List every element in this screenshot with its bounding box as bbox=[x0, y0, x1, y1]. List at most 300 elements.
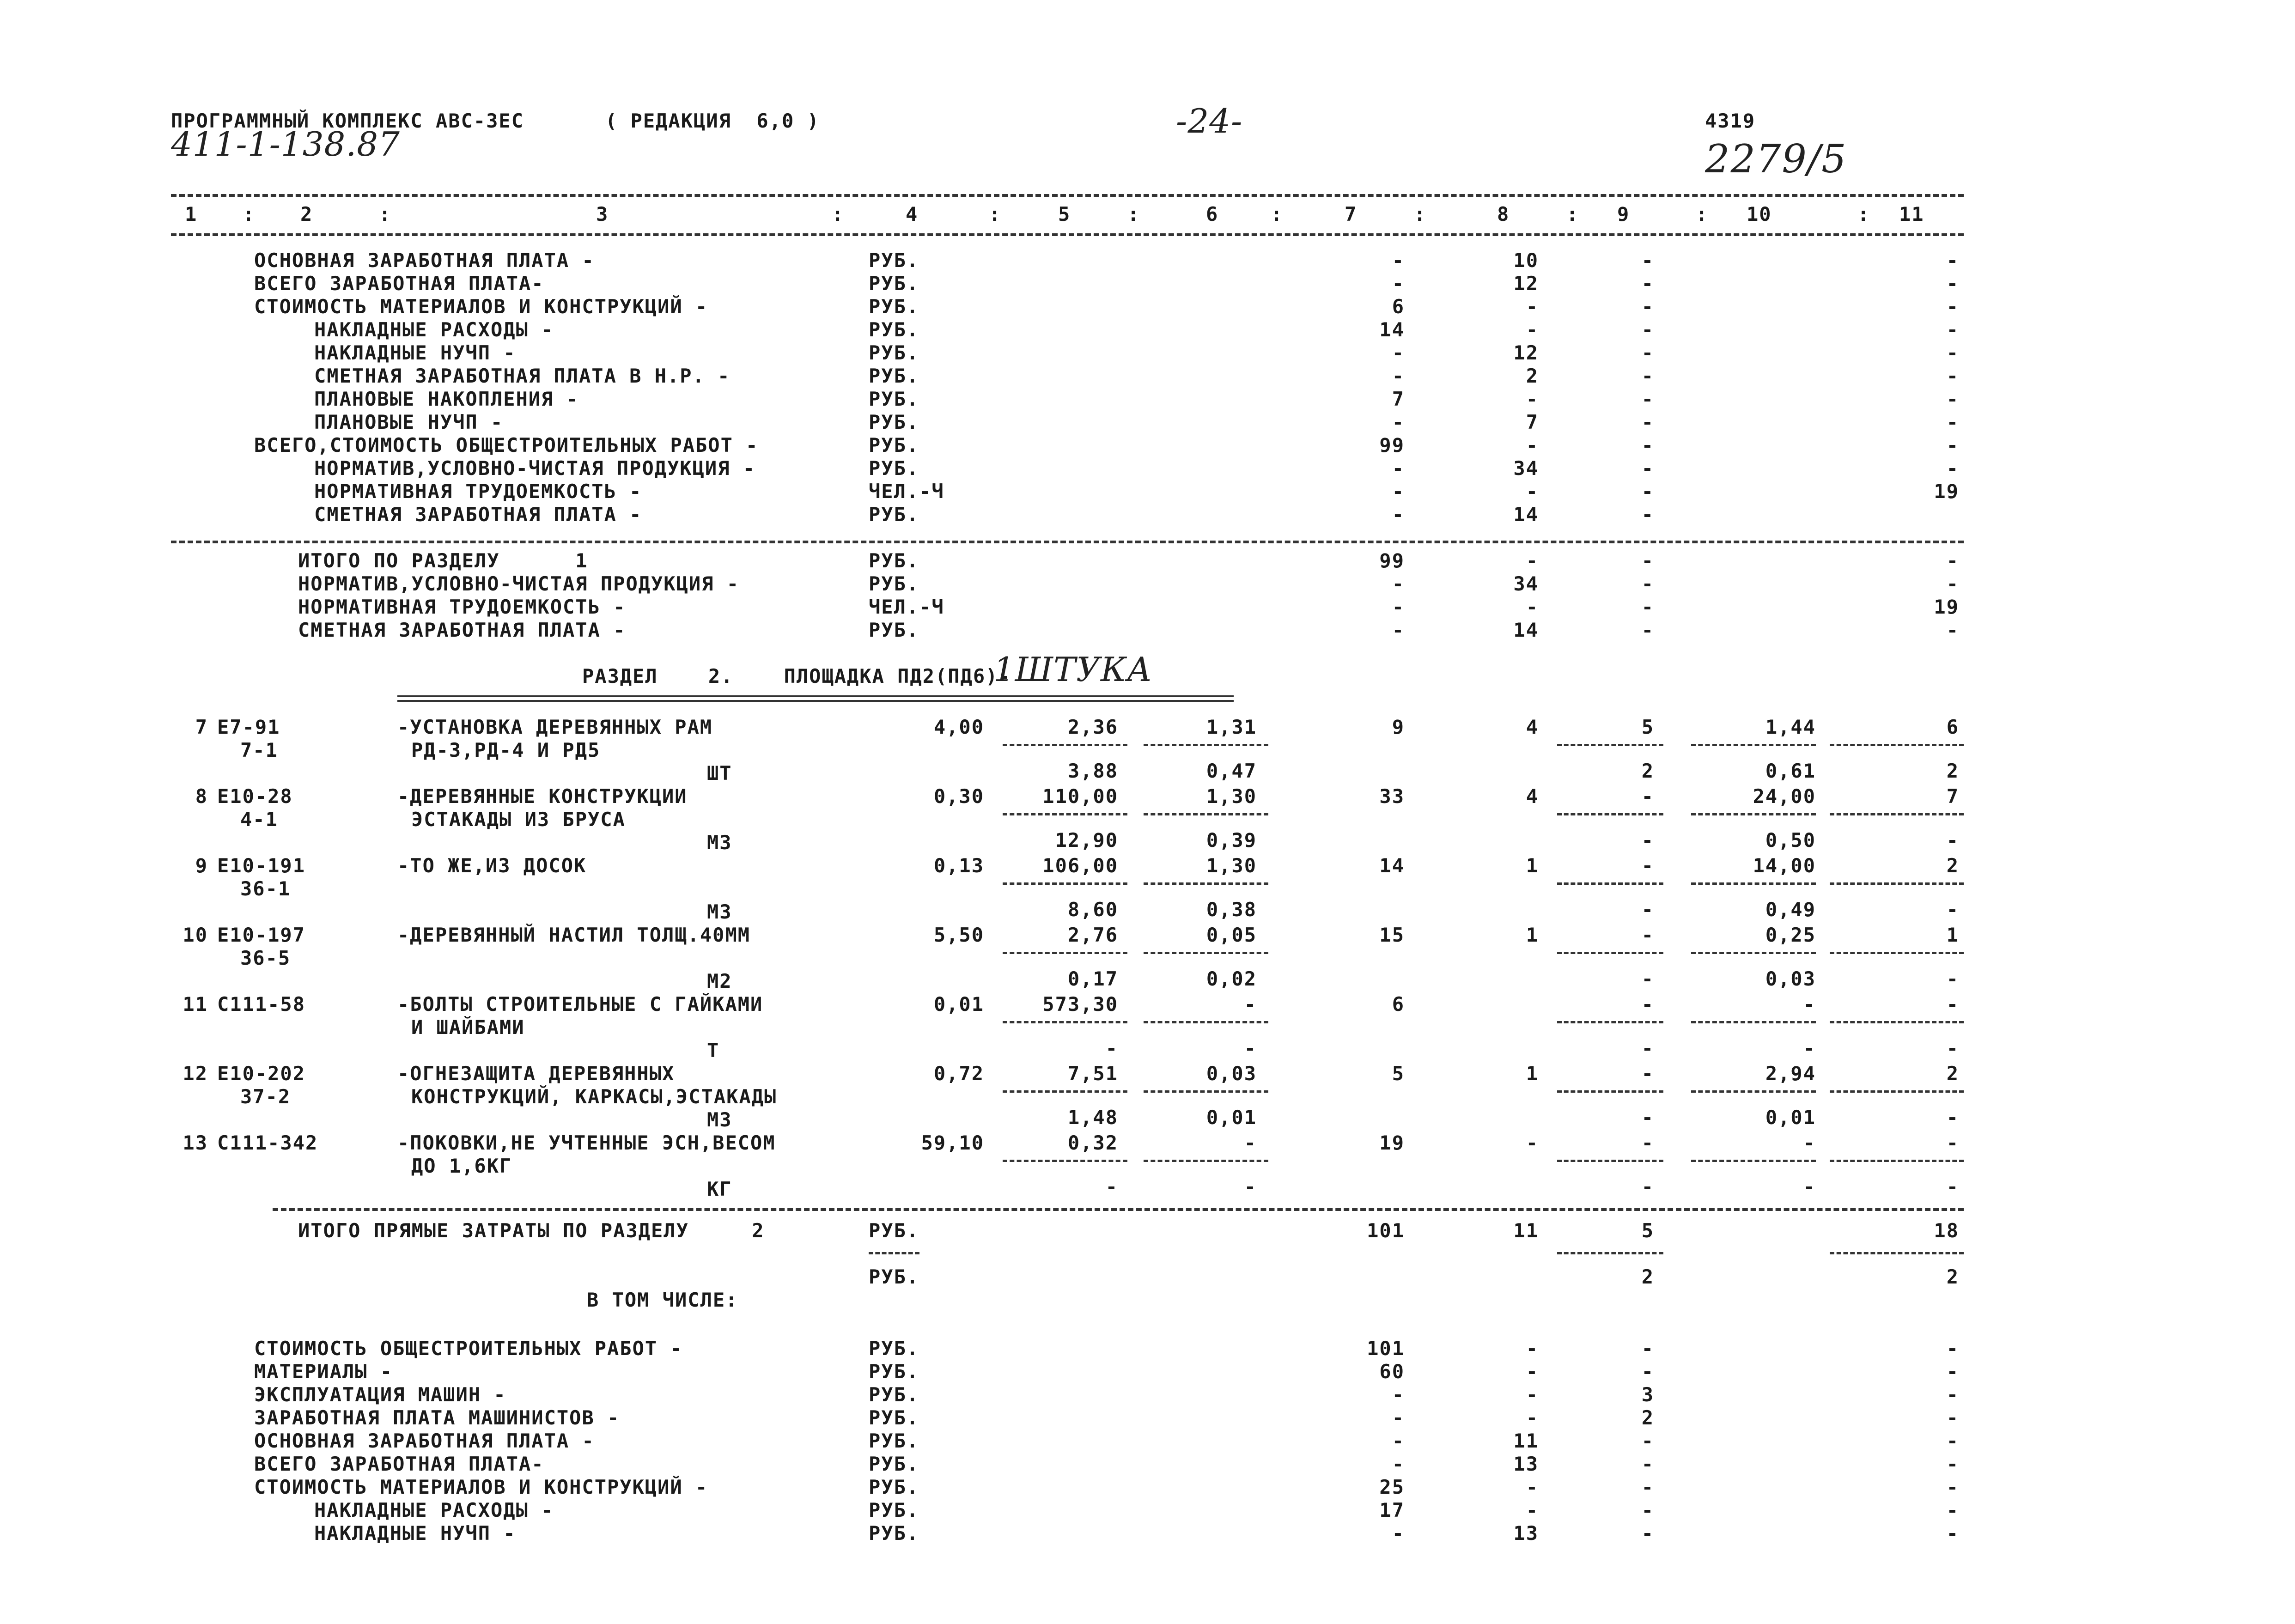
item-col8: 1 bbox=[1526, 924, 1539, 946]
item-col11: 2 bbox=[1946, 854, 1959, 877]
column-header-4: 4 bbox=[906, 203, 919, 225]
summary-label: МАТЕРИАЛЫ - bbox=[254, 1360, 393, 1383]
item-mach-price: 1,30 bbox=[1206, 785, 1257, 808]
item-quantity: 0,30 bbox=[933, 785, 984, 808]
item-unit-price: 573,30 bbox=[1042, 993, 1118, 1016]
summary-col8: - bbox=[1526, 1476, 1539, 1498]
total2-col8: 11 bbox=[1513, 1219, 1539, 1242]
summary-col11: - bbox=[1946, 388, 1959, 410]
summary-label: ВСЕГО ЗАРАБОТНАЯ ПЛАТА- bbox=[254, 272, 544, 295]
item-code: С111-58 bbox=[217, 993, 306, 1016]
summary-col7: 25 bbox=[1379, 1476, 1405, 1498]
summary-col7: - bbox=[1392, 503, 1405, 526]
total2-subrule bbox=[1830, 1252, 1964, 1254]
summary-col9: - bbox=[1641, 1499, 1654, 1521]
item-code: Е7-91 bbox=[217, 716, 280, 738]
summary-col11: - bbox=[1946, 249, 1959, 272]
summary-unit: РУБ. bbox=[869, 1406, 919, 1429]
total2-unit: РУБ. bbox=[869, 1219, 919, 1242]
summary-col7: - bbox=[1392, 1406, 1405, 1429]
column-separator: : bbox=[1566, 203, 1579, 225]
summary-col8: 14 bbox=[1513, 619, 1539, 641]
summary-col7: 101 bbox=[1367, 1337, 1405, 1360]
summary-col11: - bbox=[1946, 1360, 1959, 1383]
summary-col8: - bbox=[1526, 480, 1539, 503]
summary-col9: 3 bbox=[1641, 1383, 1654, 1406]
summary-col9: - bbox=[1641, 1429, 1654, 1452]
item-subrule bbox=[1144, 1021, 1268, 1023]
item-wage-col10: - bbox=[1803, 1175, 1816, 1198]
item-unit: Т bbox=[707, 1039, 720, 1062]
column-header-6: 6 bbox=[1206, 203, 1219, 225]
summary-unit: РУБ. bbox=[869, 457, 919, 480]
summary-col7: - bbox=[1392, 572, 1405, 595]
summary-col7: - bbox=[1392, 1383, 1405, 1406]
item-col9: - bbox=[1641, 1062, 1654, 1085]
item-col10: - bbox=[1803, 993, 1816, 1016]
item-unit-price: 106,00 bbox=[1042, 854, 1118, 877]
summary-col8: 13 bbox=[1513, 1453, 1539, 1475]
sheet-number: 2279/5 bbox=[1705, 136, 1847, 182]
item-number: 7 bbox=[195, 716, 208, 738]
item-subrule bbox=[1003, 1021, 1127, 1023]
column-separator: : bbox=[1857, 203, 1870, 225]
summary-col11: - bbox=[1946, 1406, 1959, 1429]
summary-label: НОРМАТИВНАЯ ТРУДОЕМКОСТЬ - bbox=[314, 480, 642, 503]
item-col10: 0,25 bbox=[1765, 924, 1816, 946]
summary-unit: РУБ. bbox=[869, 1429, 919, 1452]
item-total: 6 bbox=[1392, 993, 1405, 1016]
item-col10: 14,00 bbox=[1753, 854, 1816, 877]
item-number: 9 bbox=[195, 854, 208, 877]
summary-col11: 19 bbox=[1934, 596, 1959, 618]
summary-col7: 7 bbox=[1392, 388, 1405, 410]
item-total: 9 bbox=[1392, 716, 1405, 738]
summary-col11: - bbox=[1946, 411, 1959, 433]
item-subrule bbox=[1144, 882, 1268, 885]
section-title: РАЗДЕЛ 2. ПЛОЩАДКА ПД2(ПД6)- bbox=[582, 665, 1011, 687]
item-code-page: 36-1 bbox=[240, 877, 291, 900]
item-number: 11 bbox=[183, 993, 208, 1016]
item-subrule bbox=[1557, 744, 1663, 746]
summary-col9: - bbox=[1641, 480, 1654, 503]
summary-col8: - bbox=[1526, 434, 1539, 456]
item-subrule bbox=[1144, 744, 1268, 746]
item-wage-price: 12,90 bbox=[1055, 829, 1118, 852]
item-name-cont: ДО 1,6КГ bbox=[411, 1155, 512, 1177]
item-mach-price: 0,03 bbox=[1206, 1062, 1257, 1085]
summary-unit: РУБ. bbox=[869, 295, 919, 318]
item-subrule bbox=[1003, 744, 1127, 746]
summary-col9: - bbox=[1641, 341, 1654, 364]
column-header-9: 9 bbox=[1617, 203, 1630, 225]
item-wage-col9: - bbox=[1641, 1106, 1654, 1129]
item-col9: 5 bbox=[1641, 716, 1654, 738]
item-quantity: 4,00 bbox=[933, 716, 984, 738]
total2-col9: 5 bbox=[1641, 1219, 1654, 1242]
item-col10: 24,00 bbox=[1753, 785, 1816, 808]
summary-unit: РУБ. bbox=[869, 1360, 919, 1383]
summary-col9: - bbox=[1641, 388, 1654, 410]
summary-unit: ЧЕЛ.-Ч bbox=[869, 480, 944, 503]
summary-col7: 99 bbox=[1379, 434, 1405, 456]
item-subrule bbox=[1003, 952, 1127, 954]
column-separator: : bbox=[379, 203, 392, 225]
summary-unit: РУБ. bbox=[869, 572, 919, 595]
summary-col7: - bbox=[1392, 249, 1405, 272]
summary-col9: - bbox=[1641, 503, 1654, 526]
summary-unit: РУБ. bbox=[869, 411, 919, 433]
page-number: -24- bbox=[1176, 102, 1243, 140]
summary-label: ОСНОВНАЯ ЗАРАБОТНАЯ ПЛАТА - bbox=[254, 1429, 595, 1452]
item-name: -ТО ЖЕ,ИЗ ДОСОК bbox=[397, 854, 587, 877]
summary-unit: РУБ. bbox=[869, 388, 919, 410]
summary-col11: - bbox=[1946, 295, 1959, 318]
summary-col11: - bbox=[1946, 549, 1959, 572]
summary-col11: - bbox=[1946, 434, 1959, 456]
item-unit: М2 bbox=[707, 970, 732, 992]
item-unit: ШТ bbox=[707, 762, 732, 785]
column-header-2: 2 bbox=[300, 203, 313, 225]
column-separator: : bbox=[1271, 203, 1284, 225]
column-separator: : bbox=[243, 203, 256, 225]
item-total: 33 bbox=[1379, 785, 1405, 808]
summary-label: НОРМАТИВ,УСЛОВНО-ЧИСТАЯ ПРОДУКЦИЯ - bbox=[314, 457, 756, 480]
item-col10: 2,94 bbox=[1765, 1062, 1816, 1085]
item-subrule bbox=[1691, 952, 1816, 954]
summary-unit: РУБ. bbox=[869, 1383, 919, 1406]
item-wage-col11: - bbox=[1946, 829, 1959, 852]
item-wage-col10: 0,49 bbox=[1765, 898, 1816, 921]
project-code: 411-1-138.87 bbox=[171, 125, 400, 164]
summary-unit: РУБ. bbox=[869, 1522, 919, 1545]
item-name: -ДЕРЕВЯННЫЕ КОНСТРУКЦИИ bbox=[397, 785, 688, 808]
summary-col8: - bbox=[1526, 549, 1539, 572]
summary-col7: - bbox=[1392, 341, 1405, 364]
summary-col9: - bbox=[1641, 572, 1654, 595]
summary-label: СМЕТНАЯ ЗАРАБОТНАЯ ПЛАТА - bbox=[314, 503, 642, 526]
item-subrule bbox=[1144, 1160, 1268, 1162]
item-mach-price: - bbox=[1244, 993, 1257, 1016]
item-unit-price: 7,51 bbox=[1067, 1062, 1118, 1085]
summary-col8: - bbox=[1526, 596, 1539, 618]
summary-col8: - bbox=[1526, 1406, 1539, 1429]
summary-col7: - bbox=[1392, 1429, 1405, 1452]
summary-col9: - bbox=[1641, 596, 1654, 618]
item-wage-col11: - bbox=[1946, 967, 1959, 990]
item-col9: - bbox=[1641, 854, 1654, 877]
summary-col11: - bbox=[1946, 365, 1959, 387]
summary-col11: - bbox=[1946, 1383, 1959, 1406]
item-wage-mach: - bbox=[1244, 1175, 1257, 1198]
total2-label: ИТОГО ПРЯМЫЕ ЗАТРАТЫ ПО РАЗДЕЛУ 2 bbox=[298, 1219, 765, 1242]
column-header-11: 11 bbox=[1899, 203, 1924, 225]
item-unit: КГ bbox=[707, 1178, 732, 1200]
item-wage-col9: - bbox=[1641, 898, 1654, 921]
summary-label: ВСЕГО,СТОИМОСТЬ ОБЩЕСТРОИТЕЛЬНЫХ РАБОТ - bbox=[254, 434, 759, 456]
summary-col8: 2 bbox=[1526, 365, 1539, 387]
item-wage-mach: 0,38 bbox=[1206, 898, 1257, 921]
summary-col9: - bbox=[1641, 249, 1654, 272]
item-subrule bbox=[1830, 1021, 1964, 1023]
item-wage-col9: 2 bbox=[1641, 760, 1654, 782]
summary-unit: РУБ. bbox=[869, 318, 919, 341]
item-wage-price: - bbox=[1105, 1037, 1118, 1059]
item-wage-col11: 2 bbox=[1946, 760, 1959, 782]
item-subrule bbox=[1691, 744, 1816, 746]
item-total: 5 bbox=[1392, 1062, 1405, 1085]
summary-col7: - bbox=[1392, 1522, 1405, 1545]
item-name: -ОГНЕЗАЩИТА ДЕРЕВЯННЫХ bbox=[397, 1062, 675, 1085]
total2-unit2: РУБ. bbox=[869, 1265, 919, 1288]
summary-label: НАКЛАДНЫЕ НУЧП - bbox=[314, 1522, 516, 1545]
summary-col9: - bbox=[1641, 295, 1654, 318]
column-separator: : bbox=[1696, 203, 1709, 225]
summary-col9: - bbox=[1641, 1360, 1654, 1383]
column-header-5: 5 bbox=[1058, 203, 1071, 225]
summary-col8: - bbox=[1526, 318, 1539, 341]
column-header-1: 1 bbox=[185, 203, 198, 225]
item-subrule bbox=[1557, 882, 1663, 885]
summary-col11: - bbox=[1946, 1453, 1959, 1475]
item-name-cont: РД-3,РД-4 И РД5 bbox=[411, 739, 601, 761]
item-col8: 1 bbox=[1526, 1062, 1539, 1085]
item-col11: - bbox=[1946, 993, 1959, 1016]
summary-col11: - bbox=[1946, 457, 1959, 480]
item-unit: М3 bbox=[707, 831, 732, 854]
item-subrule bbox=[1557, 813, 1663, 815]
summary-col11: - bbox=[1946, 572, 1959, 595]
summary-col9: - bbox=[1641, 1522, 1654, 1545]
item-wage-mach: 0,39 bbox=[1206, 829, 1257, 852]
item-wage-mach: 0,01 bbox=[1206, 1106, 1257, 1129]
summary-col9: - bbox=[1641, 1337, 1654, 1360]
item-subrule bbox=[1557, 1160, 1663, 1162]
summary-label: ПЛАНОВЫЕ НУЧП - bbox=[314, 411, 504, 433]
summary-unit: РУБ. bbox=[869, 1453, 919, 1475]
summary-label: НОРМАТИВНАЯ ТРУДОЕМКОСТЬ - bbox=[298, 596, 626, 618]
item-total: 19 bbox=[1379, 1131, 1405, 1154]
total2-wage-col11: 2 bbox=[1946, 1265, 1959, 1288]
summary-col8: 34 bbox=[1513, 572, 1539, 595]
summary-col7: - bbox=[1392, 480, 1405, 503]
summary-col7: - bbox=[1392, 411, 1405, 433]
item-number: 13 bbox=[183, 1131, 208, 1154]
item-quantity: 59,10 bbox=[921, 1131, 984, 1154]
item-name-cont: ЭСТАКАДЫ ИЗ БРУСА bbox=[411, 808, 626, 831]
item-total: 14 bbox=[1379, 854, 1405, 877]
item-wage-mach: 0,02 bbox=[1206, 967, 1257, 990]
summary-label: ВСЕГО ЗАРАБОТНАЯ ПЛАТА- bbox=[254, 1453, 544, 1475]
item-mach-price: 1,30 bbox=[1206, 854, 1257, 877]
summary-col11: 19 bbox=[1934, 480, 1959, 503]
item-col8: 4 bbox=[1526, 785, 1539, 808]
summary-col9: - bbox=[1641, 549, 1654, 572]
item-wage-price: 3,88 bbox=[1067, 760, 1118, 782]
summary-col7: - bbox=[1392, 596, 1405, 618]
section-quantity: 1ШТУКА bbox=[993, 650, 1153, 689]
item-subrule bbox=[1691, 813, 1816, 815]
summary-col8: 13 bbox=[1513, 1522, 1539, 1545]
item-wage-price: - bbox=[1105, 1175, 1118, 1198]
summary-label: НАКЛАДНЫЕ РАСХОДЫ - bbox=[314, 318, 554, 341]
item-number: 12 bbox=[183, 1062, 208, 1085]
item-col9: - bbox=[1641, 924, 1654, 946]
column-header-3: 3 bbox=[596, 203, 609, 225]
item-unit: М3 bbox=[707, 900, 732, 923]
item-wage-mach: 0,47 bbox=[1206, 760, 1257, 782]
summary-col11: - bbox=[1946, 619, 1959, 641]
item-code-page: 7-1 bbox=[240, 739, 278, 761]
total2-subrule bbox=[1557, 1252, 1663, 1254]
summary-col9: - bbox=[1641, 619, 1654, 641]
summary-col7: 17 bbox=[1379, 1499, 1405, 1521]
summary-col11: - bbox=[1946, 1429, 1959, 1452]
item-wage-col11: - bbox=[1946, 1106, 1959, 1129]
item-subrule bbox=[1003, 1090, 1127, 1093]
summary-col7: 99 bbox=[1379, 549, 1405, 572]
summary-col7: - bbox=[1392, 457, 1405, 480]
column-separator: : bbox=[832, 203, 845, 225]
item-subrule bbox=[1830, 952, 1964, 954]
summary-col8: - bbox=[1526, 388, 1539, 410]
item-col8: 1 bbox=[1526, 854, 1539, 877]
summary-col8: 11 bbox=[1513, 1429, 1539, 1452]
summary-col8: 12 bbox=[1513, 341, 1539, 364]
summary-col9: - bbox=[1641, 457, 1654, 480]
summary-col7: - bbox=[1392, 1453, 1405, 1475]
item-quantity: 0,72 bbox=[933, 1062, 984, 1085]
item-subrule bbox=[1830, 882, 1964, 885]
item-wage-mach: - bbox=[1244, 1037, 1257, 1059]
item-wage-col9: - bbox=[1641, 967, 1654, 990]
item-quantity: 0,01 bbox=[933, 993, 984, 1016]
document-number: 4319 bbox=[1705, 109, 1756, 132]
summary-label: ЭКСПЛУАТАЦИЯ МАШИН - bbox=[254, 1383, 506, 1406]
summary-col11: - bbox=[1946, 318, 1959, 341]
summary-col9: - bbox=[1641, 365, 1654, 387]
summary-col9: - bbox=[1641, 1453, 1654, 1475]
summary-unit: РУБ. bbox=[869, 1476, 919, 1498]
column-header-10: 10 bbox=[1747, 203, 1772, 225]
item-wage-col11: - bbox=[1946, 898, 1959, 921]
item-wage-col11: - bbox=[1946, 1175, 1959, 1198]
item-name-cont: И ШАЙБАМИ bbox=[411, 1016, 525, 1039]
item-total: 15 bbox=[1379, 924, 1405, 946]
summary-unit: ЧЕЛ.-Ч bbox=[869, 596, 944, 618]
item-col8: - bbox=[1526, 1131, 1539, 1154]
summary-col8: 34 bbox=[1513, 457, 1539, 480]
summary-col7: - bbox=[1392, 365, 1405, 387]
item-subrule bbox=[1557, 1090, 1663, 1093]
item-subrule bbox=[1691, 1021, 1816, 1023]
summary-col9: 2 bbox=[1641, 1406, 1654, 1429]
item-subrule bbox=[1830, 813, 1964, 815]
item-wage-col9: - bbox=[1641, 829, 1654, 852]
including-label: В ТОМ ЧИСЛЕ: bbox=[587, 1289, 738, 1311]
item-col11: - bbox=[1946, 1131, 1959, 1154]
item-subrule bbox=[1557, 1021, 1663, 1023]
summary-col8: - bbox=[1526, 1383, 1539, 1406]
item-mach-price: - bbox=[1244, 1131, 1257, 1154]
item-unit: М3 bbox=[707, 1108, 732, 1131]
summary-col9: - bbox=[1641, 272, 1654, 295]
item-subrule bbox=[1144, 952, 1268, 954]
item-unit-price: 2,36 bbox=[1067, 716, 1118, 738]
item-subrule bbox=[1144, 813, 1268, 815]
item-wage-col10: 0,61 bbox=[1765, 760, 1816, 782]
item-col11: 1 bbox=[1946, 924, 1959, 946]
summary-col8: 12 bbox=[1513, 272, 1539, 295]
summary-label: СМЕТНАЯ ЗАРАБОТНАЯ ПЛАТА В Н.Р. - bbox=[314, 365, 731, 387]
column-separator: : bbox=[1127, 203, 1140, 225]
summary-col8: 10 bbox=[1513, 249, 1539, 272]
item-code: Е10-202 bbox=[217, 1062, 306, 1085]
item-subrule bbox=[1144, 1090, 1268, 1093]
item-wage-col9: - bbox=[1641, 1175, 1654, 1198]
summary-col8: - bbox=[1526, 295, 1539, 318]
summary-label: СТОИМОСТЬ ОБЩЕСТРОИТЕЛЬНЫХ РАБОТ - bbox=[254, 1337, 683, 1360]
item-code: Е10-191 bbox=[217, 854, 306, 877]
item-subrule bbox=[1003, 882, 1127, 885]
summary-unit: РУБ. bbox=[869, 365, 919, 387]
summary-col8: - bbox=[1526, 1337, 1539, 1360]
summary-col8: - bbox=[1526, 1499, 1539, 1521]
item-col10: - bbox=[1803, 1131, 1816, 1154]
program-title: ПРОГРАММНЫЙ КОМПЛЕКС АВС-ЗЕС bbox=[171, 109, 524, 132]
item-quantity: 0,13 bbox=[933, 854, 984, 877]
item-name: -БОЛТЫ СТРОИТЕЛЬНЫЕ С ГАЙКАМИ bbox=[397, 993, 763, 1016]
summary-col7: 14 bbox=[1379, 318, 1405, 341]
item-name: -ПОКОВКИ,НЕ УЧТЕННЫЕ ЭСН,ВЕСОМ bbox=[397, 1131, 776, 1154]
item-wage-col10: 0,50 bbox=[1765, 829, 1816, 852]
summary-col9: - bbox=[1641, 434, 1654, 456]
summary-col8: - bbox=[1526, 1360, 1539, 1383]
item-unit-price: 110,00 bbox=[1042, 785, 1118, 808]
summary-unit: РУБ. bbox=[869, 1499, 919, 1521]
item-name: -УСТАНОВКА ДЕРЕВЯННЫХ РАМ bbox=[397, 716, 713, 738]
summary-col11: - bbox=[1946, 272, 1959, 295]
item-code: Е10-197 bbox=[217, 924, 306, 946]
item-code: Е10-28 bbox=[217, 785, 293, 808]
summary-col8: 14 bbox=[1513, 503, 1539, 526]
total2-col11: 18 bbox=[1934, 1219, 1959, 1242]
item-col11: 2 bbox=[1946, 1062, 1959, 1085]
edition-label: ( РЕДАКЦИЯ 6,0 ) bbox=[605, 109, 820, 132]
total2-col7: 101 bbox=[1367, 1219, 1405, 1242]
item-wage-col10: 0,03 bbox=[1765, 967, 1816, 990]
summary-unit: РУБ. bbox=[869, 272, 919, 295]
summary-unit: РУБ. bbox=[869, 503, 919, 526]
summary-label: НАКЛАДНЫЕ РАСХОДЫ - bbox=[314, 1499, 554, 1521]
item-code-page: 4-1 bbox=[240, 808, 278, 831]
summary-col9: - bbox=[1641, 318, 1654, 341]
summary-label: ИТОГО ПО РАЗДЕЛУ 1 bbox=[298, 549, 588, 572]
summary-label: НОРМАТИВ,УСЛОВНО-ЧИСТАЯ ПРОДУКЦИЯ - bbox=[298, 572, 740, 595]
item-col11: 6 bbox=[1946, 716, 1959, 738]
item-subrule bbox=[1003, 813, 1127, 815]
item-subrule bbox=[1691, 1160, 1816, 1162]
summary-col11: - bbox=[1946, 341, 1959, 364]
summary-label: СТОИМОСТЬ МАТЕРИАЛОВ И КОНСТРУКЦИЙ - bbox=[254, 295, 708, 318]
item-wage-price: 1,48 bbox=[1067, 1106, 1118, 1129]
item-col9: - bbox=[1641, 1131, 1654, 1154]
item-wage-price: 0,17 bbox=[1067, 967, 1118, 990]
summary-col7: - bbox=[1392, 619, 1405, 641]
item-unit-price: 2,76 bbox=[1067, 924, 1118, 946]
header-rule-top bbox=[171, 194, 1964, 197]
item-subrule bbox=[1830, 744, 1964, 746]
